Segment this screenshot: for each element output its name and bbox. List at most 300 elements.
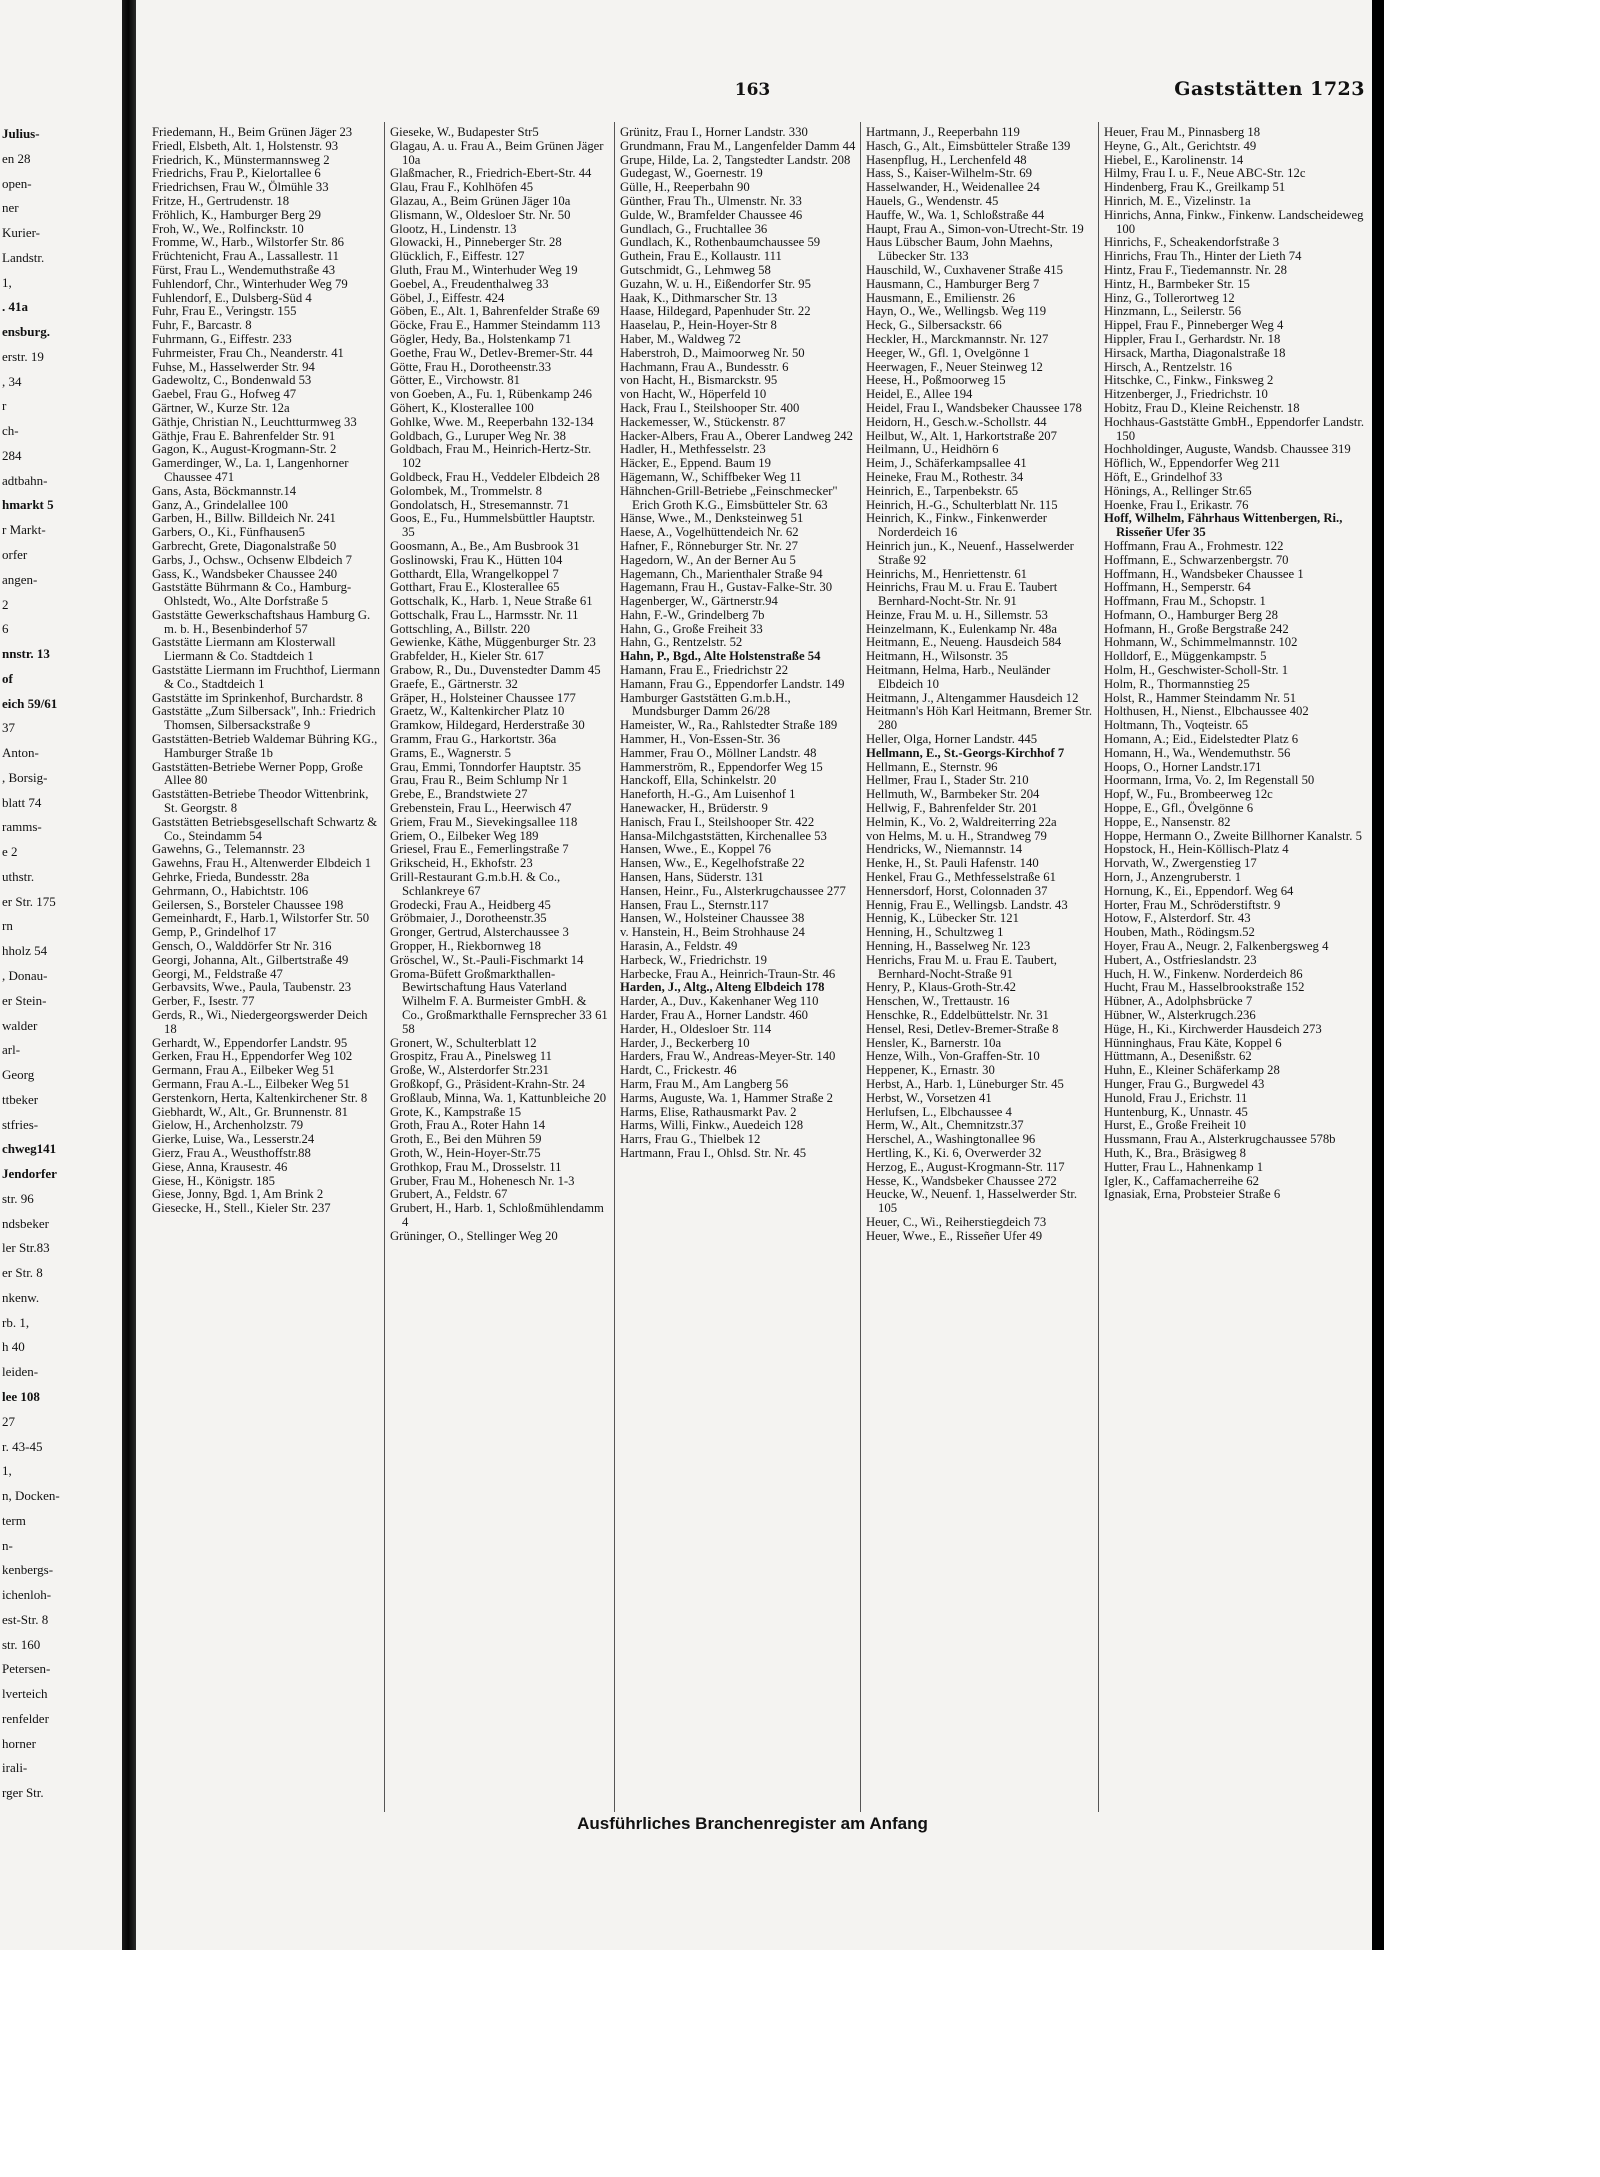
directory-entry: Gäthje, Christian N., Leuchtturmweg 33 [152,414,357,429]
fragment-text: r [2,398,7,413]
fragment-text: stfries- [2,1117,39,1132]
directory-entry: Ganz, A., Grindelallee 100 [152,497,288,512]
directory-entry: von Hacht, H., Bismarckstr. 95 [620,373,778,388]
directory-entry: Igler, K., Caffamacherreihe 62 [1104,1173,1259,1188]
directory-entry: Heidel, Frau I., Wandsbeker Chaussee 178 [866,400,1082,415]
directory-entry: Gottschalk, K., Harb. 1, Neue Straße 61 [390,594,593,609]
directory-entry: Gehrke, Frieda, Bundesstr. 28a [152,870,310,885]
directory-entry: Holm, H., Geschwister-Scholl-Str. 1 [1104,663,1289,678]
directory-entry: Hamann, Frau E., Friedrichstr 22 [620,663,789,678]
directory-entry: Gawehns, Frau H., Altenwerder Elbdeich 1 [152,856,372,871]
directory-entry: Hippel, Frau F., Pinneberger Weg 4 [1104,318,1284,333]
directory-entry: Hopf, W., Fu., Brombeerweg 12c [1104,787,1273,802]
directory-entry: Grikscheid, H., Ekhofstr. 23 [390,856,533,871]
directory-entry: Häcker, E., Eppend. Baum 19 [620,456,771,471]
fragment-text: 6 [2,621,9,636]
directory-entry: Heilbut, W., Alt. 1, Harkortstraße 207 [866,428,1057,443]
directory-entry: Gerken, Frau H., Eppendorfer Weg 102 [152,1049,353,1064]
directory-entry: Hilmy, Frau I. u. F., Neue ABC-Str. 12c [1104,166,1306,181]
fragment-text: uthstr. [2,869,35,884]
footer-note: Ausführliches Branchenregister am Anfang [577,1814,928,1833]
directory-entry: Grodecki, Frau A., Heidberg 45 [390,897,551,912]
directory-entry: Gondolatsch, H., Stresemannstr. 71 [390,497,570,512]
fragment-text: ler Str.83 [2,1240,50,1255]
directory-entry: Harrs, Frau G., Thielbek 12 [620,1132,761,1147]
directory-entry: Hansen, Ww., E., Kegelhofstraße 22 [620,856,805,871]
directory-entry: Hahn, F.-W., Grindelberg 7b [620,607,765,622]
fragment-text: nkenw. [2,1290,40,1305]
directory-entry: Hack, Frau I., Steilshooper Str. 400 [620,400,800,415]
directory-entry: Germann, Frau A., Eilbeker Weg 51 [152,1063,335,1078]
directory-entry: Haneforth, H.-G., Am Luisenhof 1 [620,787,796,802]
directory-entry: Heuer, Wwe., E., Risseñer Ufer 49 [866,1228,1043,1243]
directory-entry: Gröschel, W., St.-Pauli-Fischmarkt 14 [390,952,584,967]
directory-entry: Hoormann, Irma, Vo. 2, Im Regenstall 50 [1104,773,1315,788]
directory-entry: Hertling, K., Ki. 6, Overwerder 32 [866,1145,1042,1160]
directory-entry: Gärtner, W., Kurze Str. 12a [152,400,290,415]
directory-entry: Hübner, W., Alsterkrugch.236 [1104,1008,1256,1022]
directory-entry: Gaststätte Gewerkschaftshaus Hamburg G. m. b. H., Besenbinderhof 57 [152,607,371,636]
directory-entry: Friedl, Elsbeth, Alt. 1, Holstenstr. 93 [152,138,339,153]
directory-entry: Hoyer, Frau A., Neugr. 2, Falkenbergsweg 4 [1104,939,1329,954]
directory-entry: Hennersdorf, Horst, Colonnaden 37 [866,883,1048,898]
fragment-text: ttbeker [2,1092,39,1107]
fragment-text: orfer [2,547,28,562]
directory-entry: Harms, Elise, Rathausmarkt Pav. 2 [620,1104,797,1119]
directory-entry: Göben, E., Alt. 1, Bahrenfelder Straße 69 [390,304,600,319]
directory-entry: Hayn, O., We., Wellingsb. Weg 119 [866,304,1047,319]
directory-entry: Haak, K., Dithmarscher Str. 13 [620,290,778,305]
directory-entry: Hofmann, O., Hamburger Berg 28 [1104,607,1278,622]
fragment-text: r. 43-45 [2,1439,43,1454]
directory-entry: Grau, Frau R., Beim Schlump Nr 1 [390,773,568,788]
directory-entry: Gierz, Frau A., Weusthoffstr.88 [152,1145,311,1160]
directory-entry: Herm, W., Alt., Chemnitzstr.37 [866,1118,1024,1133]
directory-entry: Günther, Frau Th., Ulmenstr. Nr. 33 [620,193,802,208]
directory-entry: Heeger, W., Gfl. 1, Ovelgönne 1 [866,345,1030,360]
directory-entry: Harder, J., Beckerberg 10 [620,1035,750,1050]
directory-entry: Hartmann, Frau I., Ohlsd. Str. Nr. 45 [620,1145,807,1160]
directory-entry: Huntenburg, K., Unnastr. 45 [1104,1104,1248,1119]
directory-entry: Homann, A.; Eid., Eidelstedter Platz 6 [1104,732,1299,747]
directory-entry: Holm, R., Thormannstieg 25 [1104,676,1250,691]
directory-entry: Hirsack, Martha, Diagonalstraße 18 [1104,345,1286,360]
directory-entry: Heidel, E., Allee 194 [866,387,973,402]
directory-entry: Hasch, G., Alt., Eimsbütteler Straße 139 [866,138,1071,153]
directory-entry: Hoffmann, H., Wandsbeker Chaussee 1 [1104,566,1304,581]
directory-entry: Hasselwander, H., Weidenallee 24 [866,180,1040,195]
directory-entry: Gerhardt, W., Eppendorfer Landstr. 95 [152,1035,348,1050]
fragment-text: Georg [2,1067,35,1082]
directory-entry: Gotthart, Frau E., Klosterallee 65 [390,580,560,595]
directory-entry: Gögler, Hedy, Ba., Holstenkamp 71 [390,331,572,346]
directory-entry: Grams, E., Wagnerstr. 5 [390,745,512,760]
directory-entry: Fröhlich, K., Hamburger Berg 29 [152,207,322,222]
directory-entry: Hotow, F., Alsterdorf. Str. 43 [1104,911,1251,926]
directory-entry: Hackemesser, W., Stückenstr. 87 [620,414,786,429]
fragment-text: ner [2,200,19,215]
directory-entry: Hausmann, C., Hamburger Berg 7 [866,276,1040,291]
directory-entry: Hauschild, W., Cuxhavener Straße 415 [866,262,1063,277]
directory-entry: Hesse, K., Wandsbeker Chaussee 272 [866,1173,1057,1188]
fragment-text: nnstr. 13 [2,646,50,661]
fragment-text: er Str. 8 [2,1265,43,1280]
directory-entry: Gronger, Gertrud, Alsterchaussee 3 [390,925,569,940]
directory-entry: Früchtenicht, Frau A., Lassallestr. 11 [152,249,339,264]
fragment-text: . 41a [2,299,28,314]
fragment-text: , Donau- [2,968,48,983]
fragment-text: Landstr. [2,250,45,265]
directory-entry: Helmin, K., Vo. 2, Waldreiterring 22a [866,814,1057,829]
directory-entry: Hünninghaus, Frau Käte, Koppel 6 [1104,1035,1282,1050]
directory-entry: Hacker-Albers, Frau A., Oberer Landweg 242 [620,428,853,443]
directory-entry: Holthusen, H., Nienst., Elbchaussee 402 [1104,704,1309,719]
directory-entry: Hinrichs, Anna, Finkw., Finkenw. Landscheideweg 100 [1104,207,1364,236]
directory-entry: Groth, E., Bei den Mühren 59 [390,1132,542,1147]
directory-entry: Germann, Frau A.-L., Eilbeker Weg 51 [152,1076,350,1091]
fragment-text: arl- [2,1042,21,1057]
directory-entry: Glowacki, H., Pinneberger Str. 28 [390,235,562,250]
directory-entry: Henze, Wilh., Von-Graffen-Str. 10 [866,1049,1040,1064]
directory-entry: Herzog, E., August-Krogmann-Str. 117 [866,1159,1065,1174]
directory-entry: Hammer, H., Von-Essen-Str. 36 [620,732,781,747]
directory-entry: Henrichs, Frau M. u. Frau E. Taubert, Bernhard-Nocht-Straße 91 [866,952,1057,981]
directory-entry: Hanisch, Frau I., Steilshooper Str. 422 [620,814,815,829]
directory-entry: Gerbavsits, Wwe., Paula, Taubenstr. 23 [152,980,352,995]
directory-entry: Haberstroh, D., Maimoorweg Nr. 50 [620,345,805,360]
directory-entry: Hensel, Resi, Detlev-Bremer-Straße 8 [866,1021,1059,1036]
directory-entry: Hoppe, Hermann O., Zweite Billhorner Kanalstr. 5 [1104,828,1362,843]
directory-entry: Gramkow, Hildegard, Herderstraße 30 [390,718,585,733]
directory-entry: Hellmann, E., St.-Georgs-Kirchhof 7 [866,745,1065,760]
directory-entry: Gieseke, W., Budapester Str5 [390,126,539,139]
directory-entry: Hänse, Wwe., M., Denksteinweg 51 [620,511,804,526]
directory-entry: Heitmann's Höh Karl Heitmann, Bremer Str. 280 [866,704,1093,733]
directory-entry: Hellmann, E., Sternstr. 96 [866,759,998,774]
fragment-text: chweg141 [2,1141,57,1156]
directory-entry: Goosmann, A., Be., Am Busbrook 31 [390,538,580,553]
directory-entry: Gerber, F., Isestr. 77 [152,994,255,1009]
directory-entry: Griem, Frau M., Sievekingsallee 118 [390,814,578,829]
directory-entry: Hagemann, Ch., Marienthaler Straße 94 [620,566,823,581]
directory-entry: Hardt, C., Frickestr. 46 [620,1063,737,1078]
fragment-text: ichenloh- [2,1587,52,1602]
directory-entry: Grabow, R., Du., Duvenstedter Damm 45 [390,663,601,678]
directory-entry: Harms, Willi, Finkw., Auedeich 128 [620,1118,804,1133]
directory-entry: Heitmann, J., Altengammer Hausdeich 12 [866,690,1079,705]
fragment-text: irali- [2,1760,28,1775]
directory-entry: Guzahn, W. u. H., Eißendorfer Str. 95 [620,276,811,291]
directory-entry: Henry, P., Klaus-Groth-Str.42 [866,980,1017,995]
directory-entry: Heilmann, U., Heidhörn 6 [866,442,999,457]
directory-entry: Hendricks, W., Niemannstr. 14 [866,842,1023,857]
directory-entry: Horter, Frau M., Schröderstiftstr. 9 [1104,897,1281,912]
directory-entry: Hansen, W., Holsteiner Chaussee 38 [620,911,805,926]
directory-entry: Henschke, R., Eddelbüttelstr. Nr. 31 [866,1008,1049,1022]
directory-entry: Glazau, A., Beim Grünen Jäger 10a [390,193,571,208]
fragment-text: n- [2,1538,13,1553]
directory-column-2 [390,126,610,1809]
fragment-text: str. 160 [2,1637,41,1652]
directory-entry: Hanckoff, Ella, Schinkelstr. 20 [620,773,777,788]
directory-entry: Homann, H., Wa., Wendemuthstr. 56 [1104,745,1291,760]
directory-entry: Heidorn, H., Gesch.w.-Schollstr. 44 [866,414,1047,429]
directory-entry: Hoffmann, H., Semperstr. 64 [1104,580,1251,595]
directory-entry: Garbrecht, Grete, Diagonalstraße 50 [152,538,337,553]
directory-entry: Goslinowski, Frau K., Hütten 104 [390,552,563,567]
directory-entry: Ignasiak, Erna, Probsteier Straße 6 [1104,1187,1281,1202]
directory-entry: Hansen, Hans, Süderstr. 131 [620,870,764,885]
directory-entry: Hussmann, Frau A., Alsterkrugchaussee 578b [1104,1132,1336,1147]
directory-entry: Hamann, Frau G., Eppendorfer Landstr. 149 [620,676,845,691]
directory-entry: Gruber, Frau M., Hohenesch Nr. 1-3 [390,1173,575,1188]
fragment-text: ensburg. [2,324,51,339]
directory-entry: Hornung, K., Ei., Eppendorf. Weg 64 [1104,883,1294,898]
directory-entry: Heckler, H., Marckmannstr. Nr. 127 [866,331,1049,346]
directory-entry: Hippler, Frau I., Gerhardstr. Nr. 18 [1104,331,1281,346]
directory-entry: Gemp, P., Grindelhof 17 [152,925,277,940]
directory-entry: Holst, R., Hammer Steindamm Nr. 51 [1104,690,1297,705]
directory-entry: Grebenstein, Frau L., Heerwisch 47 [390,801,572,816]
directory-entry: Gielow, H., Archenholzstr. 79 [152,1118,304,1133]
directory-entry: Hüttmann, A., Desenißstr. 62 [1104,1049,1252,1064]
directory-entry: Harden, J., Altg., Alteng Elbdeich 178 [620,980,825,995]
directory-entry: Großkopf, G., Präsident-Krahn-Str. 24 [390,1076,585,1091]
directory-entry: Grote, K., Kampstraße 15 [390,1104,522,1119]
directory-entry: Hass, S., Kaiser-Wilhelm-Str. 69 [866,166,1032,181]
directory-entry: Groth, Frau A., Roter Hahn 14 [390,1118,546,1133]
directory-entry: Große, W., Alsterdorfer Str.231 [390,1063,549,1078]
directory-entry: Grundmann, Frau M., Langenfelder Damm 44 [620,138,856,153]
directory-entry: Hoppe, E., Gfl., Övelgönne 6 [1104,801,1254,816]
directory-entry: Heitmann, E., Neueng. Hausdeich 584 [866,635,1062,650]
directory-entry: Fuhlendorf, E., Dulsberg-Süd 4 [152,290,312,305]
directory-entry: Grill-Restaurant G.m.b.H. & Co., Schlankreye 67 [390,870,561,898]
directory-entry: Gaststätten-Betrieb Waldemar Bühring KG., Hamburger Straße 1b [152,732,378,760]
fragment-text: 1, [2,275,12,290]
directory-entry: Giese, Anna, Krausestr. 46 [152,1159,288,1174]
directory-entry: Hoff, Wilhelm, Fährhaus Wittenbergen, Ri., Risseñer Ufer 35 [1104,511,1343,540]
directory-entry: Großlaub, Minna, Wa. 1, Kattunbleiche 20 [390,1090,607,1105]
directory-entry: Harder, H., Oldesloer Str. 114 [620,1021,772,1036]
directory-entry: Hagedorn, W., An der Berner Au 5 [620,552,796,567]
directory-entry: Giese, Jonny, Bgd. 1, Am Brink 2 [152,1187,324,1202]
directory-entry: Heinrichs, M., Henriettenstr. 61 [866,566,1028,581]
directory-entry: Grubert, H., Harb. 1, Schloßmühlendamm 4 [390,1201,604,1229]
directory-entry: Höflich, W., Eppendorfer Weg 211 [1104,456,1281,471]
directory-entry: Harbecke, Frau A., Heinrich-Traun-Str. 46 [620,966,836,981]
directory-entry: Heinrich, H.-G., Schulterblatt Nr. 115 [866,497,1058,512]
directory-entry: Heitmann, Helma, Harb., Neuländer Elbdeich 10 [866,663,1051,691]
directory-entry: Haber, M., Waldweg 72 [620,331,741,346]
directory-entry: Hoffmann, Frau M., Schopstr. 1 [1104,594,1266,609]
directory-entry: Grau, Emmi, Tonndorfer Hauptstr. 35 [390,759,581,774]
directory-entry: Heppener, K., Ernastr. 30 [866,1063,995,1078]
directory-entry: Huch, H. W., Finkenw. Norderdeich 86 [1104,966,1303,981]
directory-entry: Fromme, W., Harb., Wilstorfer Str. 86 [152,235,345,250]
directory-entry: Goebel, A., Freudenthalweg 33 [390,276,549,291]
directory-entry: Hafner, F., Rönneburger Str. Nr. 27 [620,538,798,553]
directory-entry: Geilersen, S., Borsteler Chaussee 198 [152,897,344,912]
directory-entry: Graefe, E., Gärtnerstr. 32 [390,676,518,691]
fragment-text: blatt 74 [2,795,42,810]
directory-entry: Garben, H., Billw. Billdeich Nr. 241 [152,511,336,526]
directory-entry: Heck, G., Silbersackstr. 66 [866,318,1002,333]
directory-entry: Goethe, Frau W., Detlev-Bremer-Str. 44 [390,345,593,360]
directory-entry: Hellmuth, W., Barmbeker Str. 204 [866,787,1040,802]
scan-edge [1372,0,1384,1950]
directory-entry: Graetz, W., Kaltenkircher Platz 10 [390,704,565,719]
directory-entry: Fuhrmann, G., Eiffestr. 233 [152,331,292,346]
directory-entry: Heineke, Frau M., Rothestr. 34 [866,469,1024,484]
directory-entry: Gaststätte „Zum Silbersack", Inh.: Friedrich Thomsen, Silbersackstraße 9 [152,704,376,733]
directory-entry: Hochhaus-Gaststätte GmbH., Eppendorfer Landstr. 150 [1104,414,1365,443]
fragment-text: en 28 [2,151,31,166]
directory-entry: Grubert, A., Feldstr. 67 [390,1187,508,1202]
directory-entry: Hopstock, H., Hein-Köllisch-Platz 4 [1104,842,1289,857]
directory-entry: Gutschmidt, G., Lehmweg 58 [620,262,771,277]
fragment-text: lverteich [2,1686,48,1701]
directory-entry: Hirsch, A., Rentzelstr. 16 [1104,359,1232,374]
directory-entry: Houben, Math., Rödingsm.52 [1104,925,1255,940]
directory-entry: Heinrich jun., K., Neuenf., Hasselwerder Straße 92 [866,538,1074,567]
directory-entry: Heucke, W., Neuenf. 1, Hasselwerder Str. 105 [866,1187,1078,1216]
directory-entry: Garbers, O., Ki., Fünfhausen5 [152,525,305,540]
directory-entry: Friedemann, H., Beim Grünen Jäger 23 [152,126,353,139]
directory-entry: Gottschalk, Frau L., Harmsstr. Nr. 11 [390,607,579,622]
directory-entry: Hansen, Heinr., Fu., Alsterkrugchaussee 277 [620,883,846,898]
directory-entry: Gulde, W., Bramfelder Chaussee 46 [620,207,803,222]
directory-entry: Grothkop, Frau M., Drosselstr. 11 [390,1159,562,1174]
directory-entry: Hobitz, Frau D., Kleine Reichenstr. 18 [1104,400,1300,415]
directory-entry: Gass, K., Wandsbeker Chaussee 240 [152,566,338,581]
directory-entry: Hagemann, Frau H., Gustav-Falke-Str. 30 [620,580,833,595]
directory-entry: Gluth, Frau M., Winterhuder Weg 19 [390,262,578,277]
fragment-text: e 2 [2,844,18,859]
directory-entry: Hahn, G., Rentzelstr. 52 [620,635,743,650]
directory-entry: Göbel, J., Eiffestr. 424 [390,290,505,305]
fragment-text: walder [2,1018,38,1033]
directory-entry: Göhert, K., Klosterallee 100 [390,400,534,415]
directory-entry: Heim, J., Schäferkampsallee 41 [866,456,1027,471]
directory-entry: Gottschling, A., Billstr. 220 [390,621,530,636]
directory-entry: Höft, E., Grindelhof 33 [1104,469,1223,484]
fragment-text: er Str. 175 [2,894,56,909]
fragment-text: Jendorfer [2,1166,57,1181]
fragment-text: str. 96 [2,1191,34,1206]
directory-entry: Froh, W., We., Rolfinckstr. 10 [152,221,304,236]
fragment-text: 1, [2,1463,12,1478]
directory-entry: Harder, Frau A., Horner Landstr. 460 [620,1008,808,1022]
directory-entry: Gaststätte Bührmann & Co., Hamburg-Ohlstedt, Wo., Alte Dorfstraße 5 [152,580,352,609]
directory-entry: Hoenke, Frau I., Erikastr. 76 [1104,497,1249,512]
directory-entry: Gawehns, G., Telemannstr. 23 [152,842,305,857]
fragment-text: 37 [2,720,15,735]
directory-entry: Heitmann, H., Wilsonstr. 35 [866,649,1008,664]
fragment-text: rb. 1, [2,1315,30,1330]
directory-entry: Grospitz, Frau A., Pinelsweg 11 [390,1049,552,1064]
directory-entry: Hellwig, F., Bahrenfelder Str. 201 [866,801,1038,816]
directory-entry: Gronert, W., Schulterblatt 12 [390,1035,537,1050]
directory-entry: Hensler, K., Barnerstr. 10a [866,1035,1002,1050]
directory-column-3 [620,126,856,1809]
directory-entry: Hasenpflug, H., Lerchenfeld 48 [866,152,1027,167]
directory-entry: Gerstenkorn, Herta, Kaltenkirchener Str. 8 [152,1090,368,1105]
fragment-text: term [2,1513,26,1528]
directory-entry: Hutter, Frau L., Hahnenkamp 1 [1104,1159,1264,1174]
directory-entry: Georgi, M., Feldstraße 47 [152,966,283,981]
directory-entry: Hunold, Frau J., Erichstr. 11 [1104,1090,1248,1105]
section-title: Gaststätten 1723 [1174,78,1365,100]
directory-entry: Hohmann, W., Schimmelmannstr. 102 [1104,635,1298,650]
directory-entry: Gemeinhardt, F., Harb.1, Wilstorfer Str. 50 [152,911,370,926]
fragment-text: Anton- [2,745,39,760]
fragment-text: Julius- [2,126,40,141]
directory-entry: Hameister, W., Ra., Rahlstedter Straße 189 [620,718,838,733]
directory-entry: Hennig, Frau E., Wellingsb. Landstr. 43 [866,897,1068,912]
directory-entry: Glagau, A. u. Frau A., Beim Grünen Jäger 10a [390,138,604,167]
directory-entry: Gierke, Luise, Wa., Lesserstr.24 [152,1132,315,1147]
directory-entry: Friedrich, K., Münstermannsweg 2 [152,152,330,167]
fragment-text: of [2,671,13,686]
column-divider [384,122,385,1812]
directory-entry: Hansa-Milchgaststätten, Kirchenallee 53 [620,828,827,843]
fragment-text: eich 59/61 [2,696,58,711]
column-divider [860,122,861,1812]
directory-entry: Gotthardt, Ella, Wrangelkoppel 7 [390,566,559,581]
directory-entry: Harder, A., Duv., Kakenhaner Weg 110 [620,994,819,1009]
directory-entry: Heinrich, E., Tarpenbekstr. 65 [866,483,1019,498]
directory-entry: Huth, K., Bra., Bräsigweg 8 [1104,1145,1247,1160]
directory-entry: Haupt, Frau A., Simon-von-Utrecht-Str. 19 [866,221,1084,236]
directory-entry: Gaebel, Frau G., Hofweg 47 [152,387,297,402]
directory-entry: Gäthje, Frau E. Bahrenfelder Str. 91 [152,428,336,443]
directory-entry: Hartmann, J., Reeperbahn 119 [866,126,1020,139]
fragment-text: 27 [2,1414,15,1429]
directory-entry: Hitschke, C., Finkw., Finksweg 2 [1104,373,1274,388]
directory-entry: Harbeck, W., Friedrichstr. 19 [620,952,767,967]
fragment-text: rn [2,918,13,933]
directory-entry: Gerds, R., Wi., Niedergeorgswerder Deich 18 [152,1008,368,1036]
directory-entry: Heyne, G., Alt., Gerichtstr. 49 [1104,138,1257,153]
directory-entry: Heuer, C., Wi., Reiherstiegdeich 73 [866,1214,1047,1229]
directory-entry: Harders, Frau W., Andreas-Meyer-Str. 140 [620,1049,836,1064]
directory-entry: Gaststätten-Betriebe Theodor Wittenbrink, St. Georgstr. 8 [152,787,369,816]
directory-entry: Henschen, W., Trettaustr. 16 [866,994,1010,1009]
directory-entry: Henkel, Frau G., Methfesselstraße 61 [866,870,1056,885]
directory-entry: Holldorf, E., Müggenkampstr. 5 [1104,649,1267,664]
directory-entry: Giebhardt, W., Alt., Gr. Brunnenstr. 81 [152,1104,348,1119]
directory-entry: Hintz, Frau F., Tiedemannstr. Nr. 28 [1104,262,1287,277]
directory-entry: Henke, H., St. Pauli Hafenstr. 140 [866,856,1039,871]
directory-entry: Hachmann, Frau A., Bundesstr. 6 [620,359,789,374]
directory-entry: Golombek, M., Trommelstr. 8 [390,483,542,498]
directory-entry: Haese, A., Vogelhüttendeich Nr. 62 [620,525,799,540]
directory-entry: Heerwagen, F., Neuer Steinweg 12 [866,359,1043,374]
directory-entry: Hoppe, E., Nansenstr. 82 [1104,814,1231,829]
directory-entry: Fuhse, M., Hasselwerder Str. 94 [152,359,315,374]
directory-entry: Hucht, Frau M., Hasselbrookstraße 152 [1104,980,1305,995]
directory-entry: Hausmann, E., Emilienstr. 26 [866,290,1016,305]
fragment-text: er Stein- [2,993,47,1008]
directory-entry: von Goeben, A., Fu. 1, Rübenkamp 246 [390,387,592,402]
fragment-text: erstr. 19 [2,349,44,364]
fragment-text: ramms- [2,819,42,834]
directory-entry: Hinzmann, L., Seilerstr. 56 [1104,304,1242,319]
fragment-text: angen- [2,572,38,587]
directory-entry: Hurst, E., Große Freiheit 10 [1104,1118,1247,1133]
directory-entry: Gudegast, W., Goernestr. 19 [620,166,763,181]
